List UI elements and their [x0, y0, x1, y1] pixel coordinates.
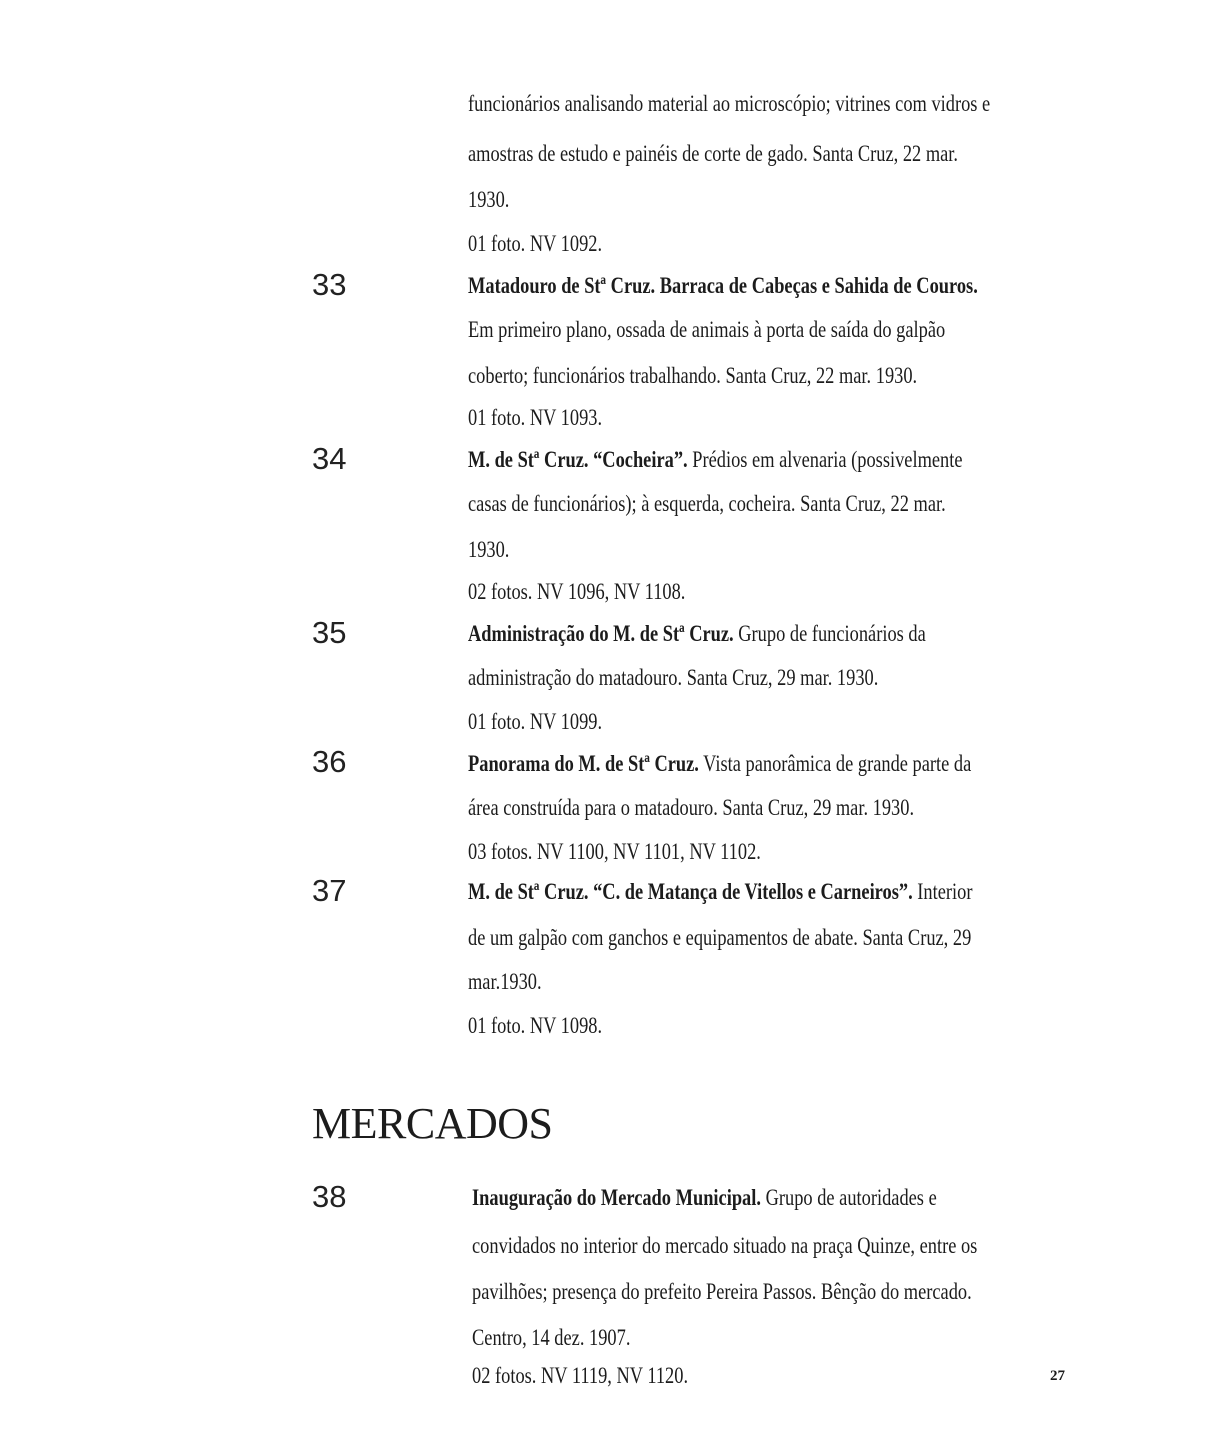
entry-title-line: [468, 446, 963, 474]
entry-description: Grupo de autoridades e: [765, 1185, 937, 1210]
entry-number: 36: [312, 744, 347, 779]
entry-text-line: funcionários analisando material ao microscópio; vitrines com vidros e: [468, 91, 991, 116]
entry-text-line: 1930.: [468, 537, 510, 562]
entry-photo-count: 02 fotos. NV 1119, NV 1120.: [472, 1363, 689, 1388]
entry-number: 33: [312, 267, 347, 302]
entry-text-line: Centro, 14 dez. 1907.: [472, 1325, 631, 1350]
page-number: 27: [1050, 1368, 1065, 1384]
entry-text-line: de um galpão com ganchos e equipamentos de abate. Santa Cruz, 29: [468, 925, 972, 950]
entry-description: Prédios em alvenaria (possivelmente: [692, 447, 963, 472]
entry-photo-count: 03 fotos. NV 1100, NV 1101, NV 1102.: [468, 839, 761, 864]
entry-photo-count: 01 foto. NV 1098.: [468, 1013, 603, 1038]
entry-title: M. de Stª Cruz. “C. de Matança de Vitellos e Carneiros”.: [468, 879, 913, 904]
entry-number: 38: [312, 1179, 347, 1214]
entry-title: Panorama do M. de Stª Cruz.: [468, 751, 699, 776]
entry-title-line: [468, 620, 926, 648]
entry-text-line: convidados no interior do mercado situado na praça Quinze, entre os: [472, 1233, 978, 1258]
entry-description: Vista panorâmica de grande parte da: [703, 751, 972, 776]
entry-text-line: amostras de estudo e painéis de corte de gado. Santa Cruz, 22 mar.: [468, 141, 959, 166]
section-heading: MERCADOS: [312, 1099, 553, 1148]
entry-text-line: mar.1930.: [468, 969, 542, 994]
entry-text-line: administração do matadouro. Santa Cruz, 29 mar. 1930.: [468, 665, 879, 690]
entry-number: 37: [312, 873, 347, 908]
entry-description: Grupo de funcionários da: [738, 621, 926, 646]
entry-text-line: casas de funcionários); à esquerda, cocheira. Santa Cruz, 22 mar.: [468, 491, 946, 516]
entry-text-line: coberto; funcionários trabalhando. Santa Cruz, 22 mar. 1930.: [468, 363, 918, 388]
entry-title: M. de Stª Cruz. “Cocheira”.: [468, 447, 688, 472]
entry-text-line: Em primeiro plano, ossada de animais à porta de saída do galpão: [468, 317, 946, 342]
entry-number: 34: [312, 441, 347, 476]
entry-photo-count: 01 foto. NV 1099.: [468, 709, 603, 734]
entry-title-line: [472, 1184, 937, 1212]
entry-text-line: 1930.: [468, 187, 510, 212]
entry-title: Inauguração do Mercado Municipal.: [472, 1185, 761, 1210]
entry-text-line: pavilhões; presença do prefeito Pereira Passos. Bênção do mercado.: [472, 1279, 972, 1304]
entry-title: Administração do M. de Stª Cruz.: [468, 621, 734, 646]
entry-text-line: área construída para o matadouro. Santa Cruz, 29 mar. 1930.: [468, 795, 915, 820]
entry-photo-count: 02 fotos. NV 1096, NV 1108.: [468, 579, 686, 604]
entry-photo-count: 01 foto. NV 1093.: [468, 405, 603, 430]
entry-title-line: [468, 272, 978, 300]
entry-title-line: [468, 750, 971, 778]
entry-title: Matadouro de Stª Cruz. Barraca de Cabeças e Sahida de Couros.: [468, 273, 978, 298]
entry-description: Interior: [917, 879, 973, 904]
entry-title-line: [468, 878, 972, 906]
entry-number: 35: [312, 615, 347, 650]
entry-photo-count: 01 foto. NV 1092.: [468, 231, 603, 256]
